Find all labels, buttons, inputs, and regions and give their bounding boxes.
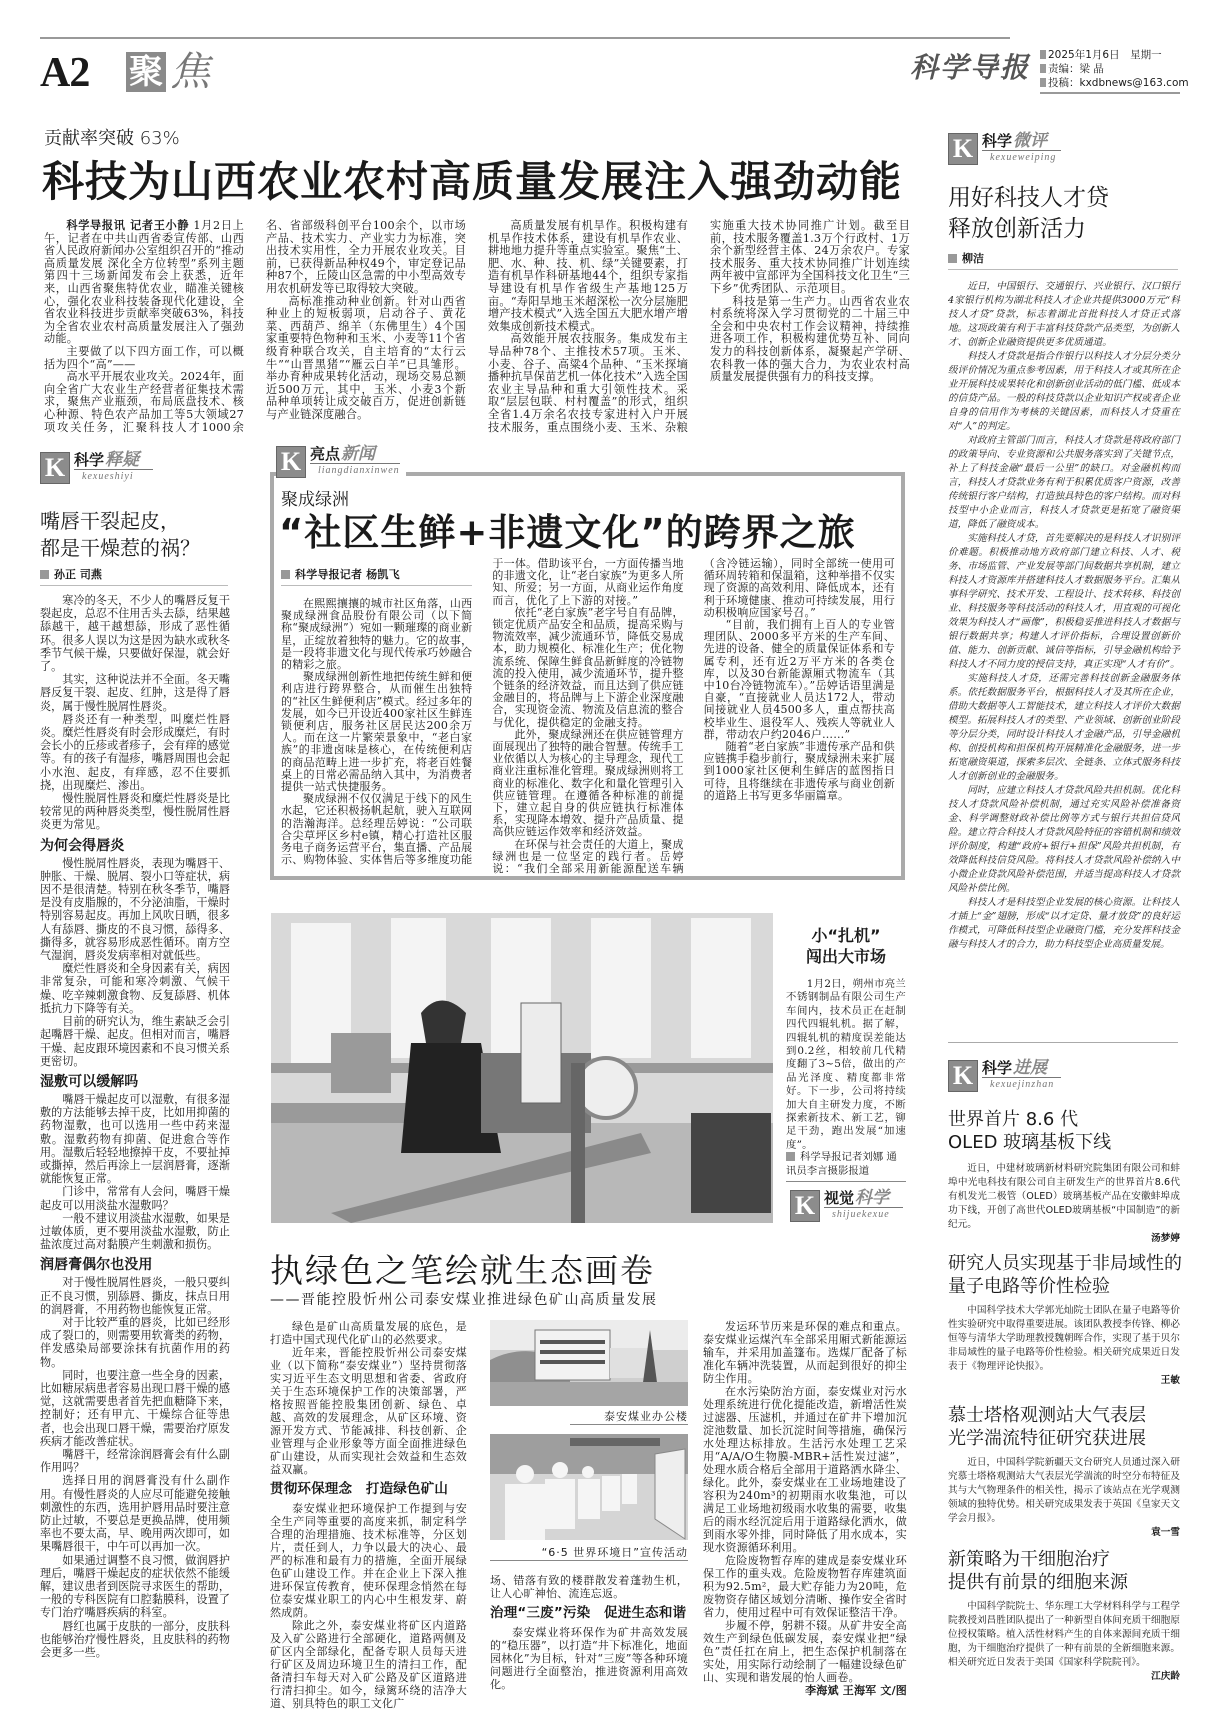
weiping-byline: 柳洁 [948,252,1178,270]
logo-title [310,446,400,464]
logo-title-main: 视觉 [824,1189,855,1207]
environment-day-photo [490,1434,688,1540]
k-logo-icon: K [948,133,978,165]
headline-line: 光学湍流特征研究获进展 [948,1428,1146,1449]
headline-line: 提供有前景的细胞来源 [948,1572,1128,1593]
logo-title-accent: 微评 [1013,131,1048,151]
photo-caption-event: “6·5 世界环境日”宣传活动 [490,1546,688,1561]
logo-title-accent: 科学 [855,1188,890,1208]
paragraph: 场、错落有致的楼群散发着蓬勃生机，让人心旷神怡、流连忘返。 [490,1574,688,1600]
caption-title-line: 闯出大市场 [805,947,886,966]
paragraph: 在熙熙攘攘的城市社区角落，山西聚成绿洲食品股份有限公司（以下简称“聚成绿洲”）宛如一颗璀璨的商业新星，正绽放着独特的魅力。它的故事，是一段将非遗文化与现代传承巧妙融合的精彩之旅。 [281,597,473,672]
paragraph: 实施科技人才贷，首先要解决的是科技人才识别评价难题。积极推动地方政府部门建立科技、人才、税务、市场监管、产业发展等部门间数据共享机制，建立科技人才资源库并搭建科技人才数据服务平台。汇集从事科学研究、技术开发、工程设计、技术转移、科技创业、科技服务等科技活动的科技人才，用直观的可视化效果为科技人才“画像”，积极稳妥推进科技人才数据与银行数据共享；构建人才评价指标，合理设置创新价值、能力、创新贡献、诚信等指标，引导金融机构给予科技人才不同力度的授信支持，真正实现“人才有价”。 [948,533,1180,670]
headline-line: 世界首片 8.6 代 [948,1109,1079,1130]
paragraph: 对于慢性脱屑性唇炎，一般只要纠正不良习惯，别舔唇、撕皮，抹点日用的润唇膏，不用药物也能恢复正常。 [40,1276,230,1316]
green-article-subtitle: ——晋能控股忻州公司泰安煤业推进绿色矿山高质量发展 [270,1292,658,1308]
column-logo-weiping [948,133,1061,165]
paragraph: 步履不停，躬耕不辍。从矿井安全高效生产到绿色低碳发展，泰安煤业把“绿色”责任扛在肩上，把生态保护机制落在实处，用实际行动绘制了一幅建设绿色矿山、实现和谐发展的怡人画卷。 [703,1619,907,1684]
logo-title [982,133,1061,151]
paragraph: 依托“老白家族”老字号自有品牌，锁定优质产品安全和品质，提高采购与物流效率，减少流通环节，降低交易成本，助力规模化、标准化生产；优化物流系统、保障生鲜食品新鲜度的冷链物流的投入使用，减少流通环节，提升整个链条的经济效益，而且达到了供应链金融目的，将品牌与上下游企业深度融合，实现资金流、物流及信息流的整合与优化，提供稳定的金融支持。 [492,605,684,729]
paragraph: 聚成绿洲不仅仅满足于线下的风生水起，它还积极扬帆起航，驶入互联网的浩瀚海洋。总经理岳婷说：“公司联合尖草坪区乡村e镇，精心打造社区服务电子商务运营平台，集直播、产品展示、购物体验、实体售后等多维度功能于一体。借助该平台，一方面传播当地的非遗文化，让“老白家族”为更多人所知、所爱；另一方面，从商业运作角度而言，优化了上下游的对接。” [281,557,684,867]
logo-title-accent: 新闻 [341,444,376,464]
weiping-body [948,280,1180,952]
factory-worker-photo [271,913,773,1223]
logo-title [982,1060,1061,1078]
paragraph: 随着“老白家族”非遗传承产品和供应链携手稳步前行，聚成绿洲未来扩展到1000家社区便利生鲜店的蓝图指日可待，且将继续在非遗传承与商业创新的道路上书写更多华丽篇章。 [703,740,895,802]
news-text: 中国科学院院士、华东理工大学材料科学与工程学院教授刘昌胜团队提出了一种新型自体间充质干细胞原位授权策略。植入活性材料产生的自体来源间充质干细胞，为干细胞治疗提供了一种有前景的全新细胞来源。相关研究近日发表于美国《国家科学院院刊》。 [948,1601,1180,1668]
news-author: 袁一雪 [1151,1527,1180,1538]
section-name-2: 焦 [170,49,210,95]
headline-line: 慕士塔格观测站大气表层 [948,1405,1146,1426]
subheading: 为何会得唇炎 [40,837,125,854]
logo-pinyin: kexueshiyi [82,471,134,482]
logo-text [824,1190,903,1221]
logo-pinyin: liangdianxinwen [318,465,400,476]
paragraph: 此外，聚成绿洲还在供应链管理方面展现出了独特的融合智慧。传统手工业依循以人为核心的主导理念，现代工商业注重标准化管理。聚成绿洲则将工商业的标准化、数字化和量化管理引入供应链管理。在遵循各种标准的前提下，建立起自身的供应链执行标准体系，实现降本增效、提升产品质量、提高供应链运作效率和经济效益。 [492,727,684,839]
news-body [948,1600,1180,1684]
headline-line: 释放创新活力 [948,216,1086,242]
issue-info [1040,48,1189,90]
news-author: 王敏 [1160,1375,1180,1386]
subheading: 治理“三废”污染 促进生态和谐 [490,1605,687,1621]
paragraph: 发运环节历来是环保的难点和重点。泰安煤业运煤汽车全部采用厢式新能源运输车，并采用加盖篷布。选煤厂配备了标准化车辆冲洗装置，从而起到很好的抑尘防尘作用。 [703,1320,907,1385]
liangdian-kicker: 聚成绿洲 [281,490,349,510]
paragraph: 绿色是矿山高质量发展的底色，是打造中国式现代化矿山的必然要求。 [270,1320,467,1346]
paragraph: 唇炎还有一种类型，叫糜烂性唇炎。糜烂性唇炎有时会形成糜烂，有时会长小的丘疹或者疹子，会有痒的感觉等。有的孩子有湿疹，嘴唇周围也会起小水泡、起皮，有痒感，忍不住要抓挠，出现糜烂、渗出。 [40,712,230,792]
paragraph: 嘴唇干，经常涂润唇膏会有什么副作用吗？ [40,1447,230,1475]
paragraph: 聚成绿洲创新性地把传统生鲜和便利店进行跨界整合，从而催生出独特的“社区生鲜便利店”模式。经过多年的发展，如今已开设近400家社区生鲜连锁便利店，服务社区居民达200余万人。而在这一片繁荣景象中，“老白家族”的非遗卤味是核心，在传统便利店的商品范畴上进一步扩充，将老百姓餐桌上的日常必需品纳入其中，为消费者提供一站式快捷服务。 [281,670,473,794]
subheading: 贯彻环保理念 打造绿色矿山 [270,1481,449,1497]
paragraph: 泰安煤业把环境保护工作提到与安全生产同等重要的高度来抓，制定科学合理的治理措施、技术标准等，分区划片，责任到人，力争以最大的决心、最严的标准和最有力的措施，全面开展绿色矿山建设工作。并在企业上下深入推进环保宣传教育，使环保理念悄然在每位泰安煤业职工的内心中生根发芽、蔚然成荫。 [270,1502,467,1619]
column-logo-liangdian [276,446,406,478]
logo-title-main: 亮点 [310,445,341,463]
paragraph: 寒冷的冬天，不少人的嘴唇反复干裂起皮，总忍不住用舌头去舔，结果越舔越干，越干越想舔，形成了恶性循环。很多人误以为这是因为缺水或秋冬季节气候干燥，只要做好保湿，就会好了。 [40,594,230,674]
paragraph: 危险废物暂存库的建成是泰安煤业环保工作的重头戏。危险废物暂存库建筑面积为92.5m²，最大贮存能力为20吨，危废物资存储区域划分清晰、操作安全省时省力，使用过程中可有效保证整洁干净。 [703,1554,907,1619]
headline-line: 嘴唇干裂起皮， [40,509,180,533]
paragraph: 嘴唇干燥起皮可以湿敷，有很多湿敷的方法能够去掉干皮，比如用抑菌的药物湿敷，也可以选用一些中药来湿敷。湿敷药物有抑菌、促进愈合等作用。湿敷后轻轻地擦掉干皮，不要扯掉或撕掉，然后再涂上一层润唇膏，逐渐就能恢复正常。 [40,1092,230,1186]
green-col3-blocks [703,1320,907,1684]
paragraph: 慢性脱屑性唇炎，表现为嘴唇干、肿胀、干燥、脱屑、裂小口等症状，病因不是很清楚。特别在秋冬季节，嘴唇是没有皮脂腺的，不分泌油脂，干燥时特别容易起皮。再加上风吹日晒，很多人有舔唇、撕皮的不良习惯，舔得多、撕得多，就容易形成恶性循环。南方空气湿润，唇炎发病率相对就低些。 [40,856,230,963]
headline-line: 都是干燥惹的祸？ [40,536,200,560]
k-logo-icon: K [948,1060,978,1092]
news-author: 汤梦婷 [1151,1233,1180,1244]
photo-caption-body [786,978,906,1152]
paragraph: 在水污染防治方面，泰安煤业对污水处理系统进行优化提能改造，新增活性炭过滤器、压滤机，并通过在矿井下增加沉淀池数量、加长沉淀时间等措施，确保污水处理达标排放。生活污水处理工艺采用“A/A/O生物膜-MBR+活性炭过滤”，处理水质合格后全部用于道路洒水降尘、绿化。此外，泰安煤业在工业场地建设了容积为240m³的初期雨水收集池，可以满足工业场地初级雨水收集的需要，收集后的雨水经沉淀后用于道路绿化洒水，做到雨水零外排，同时降低了用水成本，实现水资源循环利用。 [703,1385,907,1554]
paragraph: 糜烂性唇炎和全身因素有关，病因非常复杂，可能和寒冷刺激、气候干燥、吃辛辣刺激食物、反复舔唇、机体抵抗力下降等有关。 [40,962,230,1015]
liangdian-headline: “社区生鲜+非遗文化”的跨界之旅 [279,511,856,554]
paragraph: 除此之外，泰安煤业将矿区内道路及入矿公路进行全部硬化，道路两侧及矿区内全部绿化，配备专职人员每天进行矿区及周边环境卫生的清扫工作，配备清扫车每天对入矿公路及矿区道路进行清扫抑尘。如今，绿篱环绕的洁净大道、别具特色的职工文化广 [270,1619,467,1710]
photo-caption-office: 泰安煤业办公楼 [570,1410,688,1425]
paragraph [44,220,244,346]
logo-title-main: 科学 [982,132,1013,150]
paragraph: 科技人才贷款是指合作银行以科技人才分层分类分级评价情况为重点参考因素，用于科技人才或其所在企业开展科技成果转化和创新创业活动的低门槛、低成本的信贷产品。一般的科技贷款以企业知识产权或者企业自身的信用作为考核的关键因素，而科技人才贷重在对“人”的判定。 [948,351,1180,432]
paragraph: “目前，我们拥有上百人的专业管理团队、2000多平方米的生产车间、先进的设备、健全的质量保证体系和专属专利，还有近2万平方米的各类仓库，以及30台新能源厢式物流车（其中10台冷链物流车）。”岳婷话语里满是自豪，“直接就业人员达172人，带动间接就业人员4500多人，重点帮扶高校毕业生、退役军人、残疾人等就业人群，带动农户约2046户……” [703,618,895,741]
photo-credit: 科学导报记者刘娜 通讯员李言摄影报道 [786,1150,906,1182]
paragraph: 同时，应建立科技人才贷款风险共担机制。优化科技人才贷款风险补偿机制，通过充实风险补偿准备资金、科学调整财政补偿比例等方式与银行共担信贷风险。建立符合科技人才贷款风险特征的容错机制和绩效评价制度，构建“政府+银行+担保”风险共担机制，有效降低科技信贷风险。将科技人才贷款风险补偿纳入中小微企业贷款风险补偿范围，并适当提高科技人才贷款风险补偿比例。 [948,785,1180,894]
paragraph: 近日，中国银行、交通银行、兴业银行、汉口银行4家银行机构为湖北科技人才企业共提供3000万元“科技人才贷”贷款，标志着湖北首批科技人才贷正式落地。这项政策有利于丰富科技贷款产品类型，为创新人才、创新企业融资提供更多优质通道。 [948,281,1180,348]
green-article-col3 [703,1320,907,1697]
logo-text [310,446,400,477]
paragraph: 同时，也要注意一些全身的因素，比如糖尿病患者容易出现口唇干燥的感觉，这就需要患者首先把血糖降下来，控制好；还有甲亢、干燥综合征等患者，也会出现口唇干燥，需要治疗原发疾病才能改善症状。 [40,1368,230,1448]
paragraph: 高质量发展有机旱作。积极构建有机旱作技术体系，建设有机旱作农业、耕地地力提升等重点实验室。聚焦“土、肥、水、种、技、机、绿”关键要素，打造有机旱作科研基地44个，组织专家指导建设有机旱作省级生产基地125万亩。“寿阳旱地玉米超深松一次分层施肥增产技术模式”入选全国五大肥水增产增效集成创新技术模式。 [488,219,688,333]
news-text: 近日，中建材玻璃新材料研究院集团有限公司和蚌埠中光电科技有限公司自主研发生产的世界首片8.6代有机发光二极管（OLED）玻璃基板产品在安徽蚌埠成功下线，开创了高世代OLED玻璃基板“中国制造”的新纪元。 [948,1163,1180,1230]
logo-title-accent: 进展 [1013,1058,1048,1078]
news-body [948,1456,1180,1540]
headline-line: 用好科技人才贷 [948,185,1109,211]
column-logo-jinzhan [948,1060,1061,1092]
caption-title-line: 小“扎机” [811,926,881,945]
green-article-credit: 李海斌 王海军 文/图 [805,1684,907,1697]
headline-line: 新策略为干细胞治疗 [948,1549,1110,1570]
k-logo-icon: K [40,452,70,484]
headline-line: 研究人员实现基于非局域性的 [948,1253,1182,1274]
logo-title [824,1190,903,1208]
issue-date: 2025年1月6日 星期一 [1040,48,1189,62]
headline-line: 量子电路等价性检验 [948,1276,1110,1297]
logo-text [982,1060,1061,1091]
paragraph: 唇红也属于皮肤的一部分，皮肤科也能够治疗慢性唇炎，且皮肤科的药物会更多一些。 [40,1619,230,1660]
news-headline [948,1252,1208,1298]
editor: 责编：梁 晶 [1040,62,1189,76]
paragraph: 在环保与社会责任的大道上，聚成绿洲也是一位坚定的践行者。岳婷说：“我们全部采用新能源配送车辆（含冷链运输），同时全部统一使用可循环周转箱和保温箱，这种举措不仅实现了资源的高效利用、降低成本，还有利于环境健康、推动可持续发展，用行动积极响应国家号召。” [492,557,895,876]
shiyi-body [40,594,230,1659]
liangdian-body [281,558,895,876]
paragraph-text: 1月2日上午，记者在中共山西省委宣传部、山西省人民政府新闻办公室组织召开的“推动高质量发展 深化全方位转型”系列主题第四十三场新闻发布会上获悉，近年来，山西省聚焦特优农业，瞄准关键核心，强化农业科技装备现代化建设，全省农业科技进步贡献率突破63%，科技为全省农业农村高质量发展注入了强劲动能。 [44,219,244,346]
main-kicker: 贡献率突破 63% [44,128,180,149]
news-headline [948,1404,1208,1450]
paragraph: 门诊中，常常有人会问，嘴唇干燥起皮可以用淡盐水湿敷吗？ [40,1185,230,1212]
dateline: 科学导报讯 记者王小静 [66,219,190,232]
news-headline [948,1108,1208,1154]
sidebar-divider [948,1042,1178,1043]
logo-title-main: 科学 [982,1059,1013,1077]
green-article-headline: 执绿色之笔绘就生态画卷 [270,1251,655,1290]
section-tag [126,49,210,95]
k-logo-icon: K [790,1190,820,1222]
paragraph: 高水平开展农业攻关。2024年，面向全省广大农业生产经营者征集技术需求，聚焦产业瓶颈，布局底盘技术、核心种源、特色农产品加工等5大领域27项攻关任务，汇聚科技人才1000余名、省部级科创平台100余个，以市场产品、技术实力、产业实力为标准，突出技术实用性，全力开展农业攻关。目前，已获得新品种权49个，审定登记品种87个，丘陵山区急需的中小型高效专用农机研发等已取得较大突破。 [44,219,466,434]
submission-email: 投稿：kxdbnews@163.com [1040,76,1189,90]
logo-title-accent: 释疑 [105,450,140,470]
main-article-body [44,220,910,440]
shiyi-byline: 孙正 司燕 [40,568,228,586]
news-body [948,1304,1180,1388]
paragraph: 实施科技人才贷，还需完善科技创新金融服务体系。依托数据服务平台，根据科技人才及其所在企业，借助大数据等人工智能技术，建立科技人才评价大数据模型。拓展科技人才的类型、产业领域、创新创业阶段等分层分类，同时设计科技人才金融产品，引导金融机构、创投机构和担保机构开展精准化金融服务，进一步拓宽融资渠道，探索多层次、全链条、立体式服务科技人才创新创业的金融服务。 [948,673,1180,782]
header-top-rule [40,37,1010,39]
paragraph: 对政府主管部门而言，科技人才贷款是将政府部门的政策导向、专业资源和公共服务落实到了关键节点，补上了科技金融“最后一公里”的缺口。对金融机构而言，科技人才贷款业务有利于积累优质客户资源，改善传统银行客户结构，打造独具特色的客户结构。而对科技型中小企业而言，科技人才贷款更是拓宽了融资渠道，降低了融资成本。 [948,435,1180,530]
news-text: 近日，中国科学院新疆天文台研究人员通过深入研究慕士塔格观测站大气表层光学湍流的时空分布特征及其与大气物理条件的相关性，揭示了该站点在光学观测领域的独特优势。相关研究成果发表于英国《皇家天文学会月报》。 [948,1457,1180,1524]
paragraph: 对于比较严重的唇炎，比如已经形成了裂口的，则需要用软膏类的药物，伴发感染局部要涂抹有抗菌作用的药物。 [40,1315,230,1369]
paragraph: 科技人才是科技型企业发展的核心资源。让科技人才插上“金”翅膀，形成“以才定贷、量才放贷”的良好运作模式，可降低科技型企业融资门槛，充分发挥科技金融与科技人才的合力，助力科技型企业高质量发展。 [948,897,1180,950]
logo-pinyin: kexuejinzhan [990,1079,1055,1090]
paragraph: 科技是第一生产力。山西省农业农村系统将深入学习贯彻党的二十届三中全会和中央农村工作会议精神，持续推进各项工作，积极构建优势互补、同向发力的科技创新体系，凝聚起产学研、农科教一体的强大合力，为农业农村高质量发展提供强有力的科技支撑。 [710,294,910,384]
logo-text [74,452,153,483]
caption-text: 1月2日，朔州市亮兰不锈钢制品有限公司生产车间内，技术员正在赶制四代四辊轧机。据了解，四辊轧机的精度误差能达到0.2丝，相较前几代精度翻了3~5倍，做出的产品光泽度、精度都非常好。下一步，公司将持续加大自主研发力度，不断探索新技术、新工艺，铆足干劲，跑出发展“加速度”。 [786,978,906,1151]
paragraph: 近年来，晋能控股忻州公司泰安煤业（以下简称“泰安煤业”）坚持贯彻落实习近平生态文明思想和省委、省政府关于生态环境保护工作的决策部署，严格按照晋能控股集团创新、绿色、卓越、高效的发展理念，从矿区环境、资源开发方式、节能减排、科技创新、企业管理与企业形象等方面全面推进绿色矿山建设，从而实现社会效益和生态效益双赢。 [270,1346,467,1476]
news-headline [948,1548,1208,1594]
office-building-photo [490,1320,688,1406]
paragraph: 选择日用的润唇膏没有什么副作用。有慢性唇炎的人应尽可能避免接触刺激性的东西，选用护唇用品时要注意防止过敏，不要总是更换品牌，使用频率也不要太高，早、晚用两次即可，如果嘴唇很干，中午可以再加一次。 [40,1474,230,1554]
liangdian-byline: 科学导报记者 杨凯飞 [281,568,472,586]
column-logo-shiyi [40,452,153,484]
paragraph: 一般不建议用淡盐水湿敷，如果是过敏体质，更不要用淡盐水湿敷，防止盐浓度过高对黏膜产生刺激和损伤。 [40,1211,230,1252]
paragraph: 主要做了以下四方面工作，可以概括为四个“高”—— [44,344,244,371]
paragraph: 如果通过调整不良习惯，做润唇护理后，嘴唇干燥起皮的症状依然不能缓解，建议患者到医院寻求医生的帮助，一般的专科医院有口腔黏膜科，设置了专门治疗嘴唇疾病的科室。 [40,1553,230,1620]
green-article-col1 [270,1320,467,1710]
green-article-col2 [490,1574,688,1691]
section-name-1: 聚 [126,52,166,92]
column-logo-shijue [790,1190,903,1222]
paragraph: 慢性脱屑性唇炎和糜烂性唇炎是比较常见的两种唇炎类型，慢性脱屑性唇炎更为常见。 [40,792,230,832]
news-body [948,1162,1180,1246]
news-text: 中国科学技术大学郭光灿院士团队在量子电路等价性实验研究中取得重要进展。该团队教授李传锋、柳必恒等与清华大学助理教授魏朝晖合作，实现了基于贝尔非局域性的量子电路等价性检验。相关研究成果近日发表于《物理评论快报》。 [948,1305,1180,1372]
headline-line: OLED 玻璃基板下线 [948,1132,1112,1153]
logo-title-main: 科学 [74,451,105,469]
liangdian-paragraphs [281,558,895,876]
page-number: A2 [40,50,90,96]
k-logo-icon: K [276,446,306,478]
paragraph: 泰安煤业将环保作为矿井高效发展的“稳压器”，以打造“井下标准化，地面园林化”为目标，针对“三废”等各种环境问题进行全面整治，推进资源利用高效化。 [490,1626,688,1691]
paragraph: 目前的研究认为，维生素缺乏会引起嘴唇干燥、起皮。但相对而言，嘴唇干燥、起皮跟环境因素和不良习惯关系更密切。 [40,1015,230,1068]
paragraph: 其实，这种说法并不全面。冬天嘴唇反复干裂、起皮、红肿，这是得了唇炎，属于慢性脱屑性唇炎。 [40,673,230,713]
header-info-rule [1040,92,1180,94]
weiping-headline [948,183,1109,245]
photo-caption-title [786,925,906,967]
masthead-logo: 科学导报 [910,51,1031,84]
subheading: 润唇膏偶尔也没用 [40,1257,153,1274]
logo-text [982,133,1061,164]
paragraph: 高标准推动种业创新。针对山西省种业上的短板弱项，启动谷子、黄花菜、西葫芦、绵羊（东佛里生）4个国家重要特色物种和玉米、小麦等11个省级育种联合攻关，自主培育的“太行云牛”“山晋黑猪”“雁云白羊”已具雏形。举办育种成果转化活动，现场交易总额近500万元，其中，玉米、小麦3个新品种单项转让成交破百万，促进创新链与产业链深度融合。 [266,294,466,421]
logo-pinyin: kexueweiping [990,152,1057,163]
shiyi-headline [40,508,200,562]
subheading: 湿敷可以缓解吗 [40,1073,139,1090]
paragraph: 高效能开展农技服务。集成发布主导品种78个、主推技术57项。玉米、小麦、谷子、高粱4个品种、“玉米探墒播种抗旱保苗艺机一体化技术”入选全国农业主导品种和重大引领性技术。采取“层层包联、村村覆盖”的形式，组织全省1.4万余名农技专家进村入户开展技术服务，重点围绕小麦、玉米、杂粮实施重大技术协同推广计划。截至目前，技术服务覆盖1.3万个行政村、1万余个新型经营主体、24万余农户。专家技术服务、重大技术协同推广计划连续两年被中宣部评为全国科技文化卫生“三下乡”优秀团队、示范项目。 [488,219,910,434]
credit-line [703,1684,907,1697]
logo-pinyin: shijuekexue [832,1209,890,1220]
logo-title [74,452,153,470]
news-author: 江庆龄 [1151,1671,1180,1682]
main-headline: 科技为山西农业农村高质量发展注入强劲动能 [42,157,903,206]
